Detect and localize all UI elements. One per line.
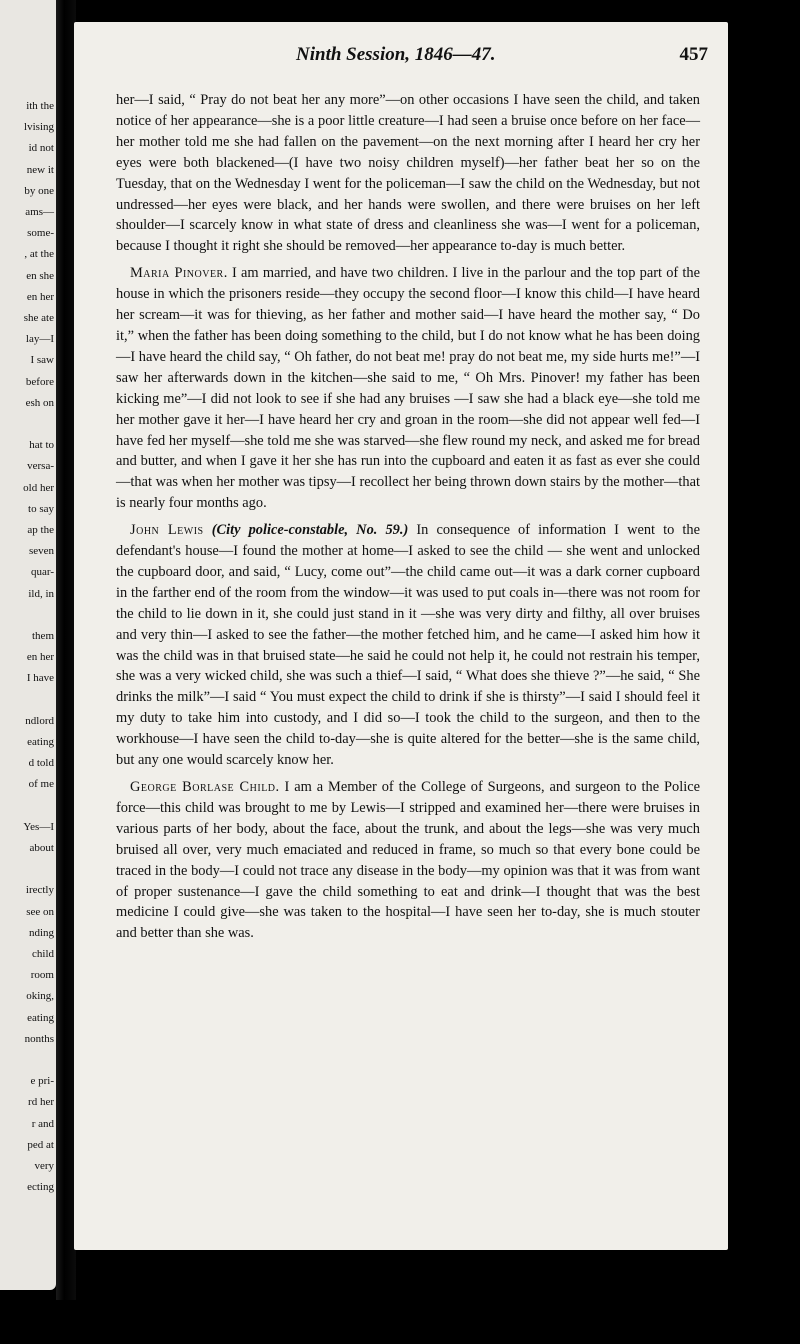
left-page-text-fragment: very: [34, 1160, 54, 1172]
witness-name: Maria Pinover.: [130, 265, 228, 282]
left-page-text-fragment: I have: [26, 672, 54, 685]
left-page-text-fragment: , at the: [24, 248, 54, 261]
left-page-text-fragment: she ate: [23, 312, 54, 324]
left-page-text-fragment: I saw: [30, 354, 54, 367]
testimony-paragraph: [116, 777, 700, 944]
left-page-text-fragment: about: [29, 842, 54, 854]
left-page-text-fragment: oking,: [26, 990, 54, 1003]
left-page-text-fragment: id not: [28, 142, 54, 155]
left-page-text-fragment: room: [30, 969, 54, 982]
book-page: [74, 22, 728, 1250]
left-page-text-fragment: esh on: [25, 396, 54, 409]
left-page-text-fragment: rd her: [28, 1096, 54, 1109]
paragraph-text: her—I said, “ Pray do not beat her any more”—on other occasions I have seen the child, and taken notice of her appearance—she is a poor little creature—I had seen a bruise once before on her face—her mother told me she had fallen on the pavement—on the next morning after I heard her cry her eyes were both blackened—(I have two noisy children myself)—her father beat her so on the Tuesday, that on the Wednesday I went for the policeman—I saw the child on the Wednesday, but not undressed—her eyes were black, and her hands were swollen, and there were bruises on her left shoulder—I scarcely know in what state of dress and cleanliness she was—I went for a policeman, because I thought it right she should be removed—her appearance to-day is much better.: [116, 92, 700, 255]
testimony-paragraph: [116, 90, 700, 257]
paragraph-text: In consequence of information I went to the defendant's house—I found the mother at home—I asked to see the child — she went and unlocked the cupboard door, and said, “ Lucy, come out”—the child came out—it was a dark corner cupboard in the farther end of the room from the window—it was used to put coals in—there was not room for the child to lie down in it, she could just stand in it —she was very dirty and filthy, all over bruises and very thin—I asked to see the father—the mother fetched him, and he came—I asked him how it was the child was in that bruised state—he said he could not help it, he could not restrain his temper, she was a very wicked child, she was such a thief—I said, “ What does she thieve ?”—he said, “ She drinks the milk”—I said “ You must expect the child to drink if she is thirsty”—I said I should feel it my duty to take him into custody, and I did so—I took the child to the surgeon, and then to the workhouse—I have seen the child to-day—she is quite altered for the better—she is the same child, but any one would scarcely know her.: [116, 522, 701, 769]
left-page-text-fragment: of me: [28, 778, 54, 791]
left-page-text-fragment: en her: [26, 651, 54, 664]
left-page-text-fragment: eating: [27, 736, 54, 748]
witness-name: George Borlase Child.: [130, 779, 280, 795]
left-page-text-fragment: Yes—I: [23, 820, 54, 833]
left-page-text-fragment: see on: [26, 905, 54, 918]
left-page-text-fragment: lvising: [24, 121, 54, 134]
paragraph-text: I am married, and have two children. I live in the parlour and the top part of the house in which the prisoners reside—they occupy the second floor—I know this child—I have heard her scream—it was for thieving, as her father and mother said—I have heard the mother say, “ Do it,” when the father has been doing something to the child, but I do not know what he has been doing—I have heard the child say, “ Oh father, do not beat me! pray do not beat me, my side hurts me!”—I saw her afterwards down in the kitchen—she said to me, “ Oh Mrs. Pinover! my father has been kicking me”—I did not look to see if she had any bruises —I saw she had a black eye—she told me her mother gave it her—I have heard her cry and groan in the room—she did not appear well fed—I have fed her myself—she told me she was starved—she flew round my neck, and asked me for bread and butter, and when I gave it her she has run into the cupboard and eaten it as fast as ever she could—that was when her mother was tipsy—I recollect her being thrown down stairs by the mother—that is nearly four months ago.: [116, 265, 700, 512]
left-page-text-fragment: versa-: [27, 460, 54, 473]
left-page-text-fragment: d told: [28, 757, 54, 770]
running-header: [74, 44, 728, 72]
left-page-text-fragment: lay—I: [25, 333, 54, 346]
left-page-text-fragment: en her: [26, 290, 54, 303]
left-page-text-fragment: nding: [28, 926, 54, 939]
paragraph-text: I am a Member of the College of Surgeons, and surgeon to the Police force—this child was brought to me by Lewis—I stripped and examined her—there were bruises in various parts of her body, about the face, about the trunk, and about the legs—she was very much bruised all over, very much emaciated and reduced in frame, so much so that every bone could be traced in the body—I could not trace any disease in the body—my opinion was that it was from want of proper sustenance—I gave the child something to eat and drink—I thought that was the best medicine I could give—she was taken to the hospital—I have seen her to-day, she is much stouter and better than she was.: [116, 779, 700, 942]
left-page-text-fragment: en she: [26, 269, 54, 282]
left-page-text-fragment: old her: [23, 481, 54, 494]
left-page-text-fragment: by one: [24, 184, 54, 197]
witness-name: John Lewis: [130, 522, 204, 539]
testimony-paragraph: [116, 520, 700, 771]
left-page-text-fragment: quar-: [31, 566, 54, 579]
left-page-edge: [0, 0, 56, 1290]
left-page-text-fragment: nonths: [24, 1032, 54, 1045]
left-page-text-fragment: child: [32, 948, 54, 960]
left-page-text-fragment: r and: [31, 1117, 54, 1130]
left-page-text-fragment: ndlord: [25, 714, 54, 727]
left-page-text-fragment: hat to: [29, 439, 54, 452]
running-title: Ninth Session, 1846—47.: [296, 44, 496, 65]
page-number: 457: [679, 44, 708, 65]
testimony-paragraph: [116, 263, 700, 514]
left-page-text-fragment: eating: [27, 1011, 54, 1024]
left-page-text-fragment: ams—: [25, 206, 54, 218]
left-page-text-fragment: ecting: [27, 1181, 54, 1194]
left-page-text-fragment: before: [25, 375, 54, 388]
left-page-text-fragment: ith the: [26, 100, 54, 112]
left-page-text-fragment: ap the: [27, 524, 54, 536]
left-page-text-fragment: to say: [28, 502, 54, 515]
left-page-text-fragment: ped at: [27, 1138, 54, 1151]
body-text: [116, 90, 700, 950]
left-page-text-fragment: new it: [26, 163, 54, 176]
book-gutter: [56, 0, 76, 1300]
left-page-text-fragment: some-: [27, 227, 54, 240]
left-page-text-fragment: them: [32, 630, 54, 642]
left-page-text-fragment: e pri-: [30, 1075, 54, 1088]
left-page-text-fragment: seven: [28, 545, 54, 558]
left-page-text-fragment: ild, in: [28, 587, 54, 600]
left-page-text-fragment: irectly: [25, 884, 54, 897]
witness-role: (City police-constable, No. 59.): [211, 522, 409, 539]
